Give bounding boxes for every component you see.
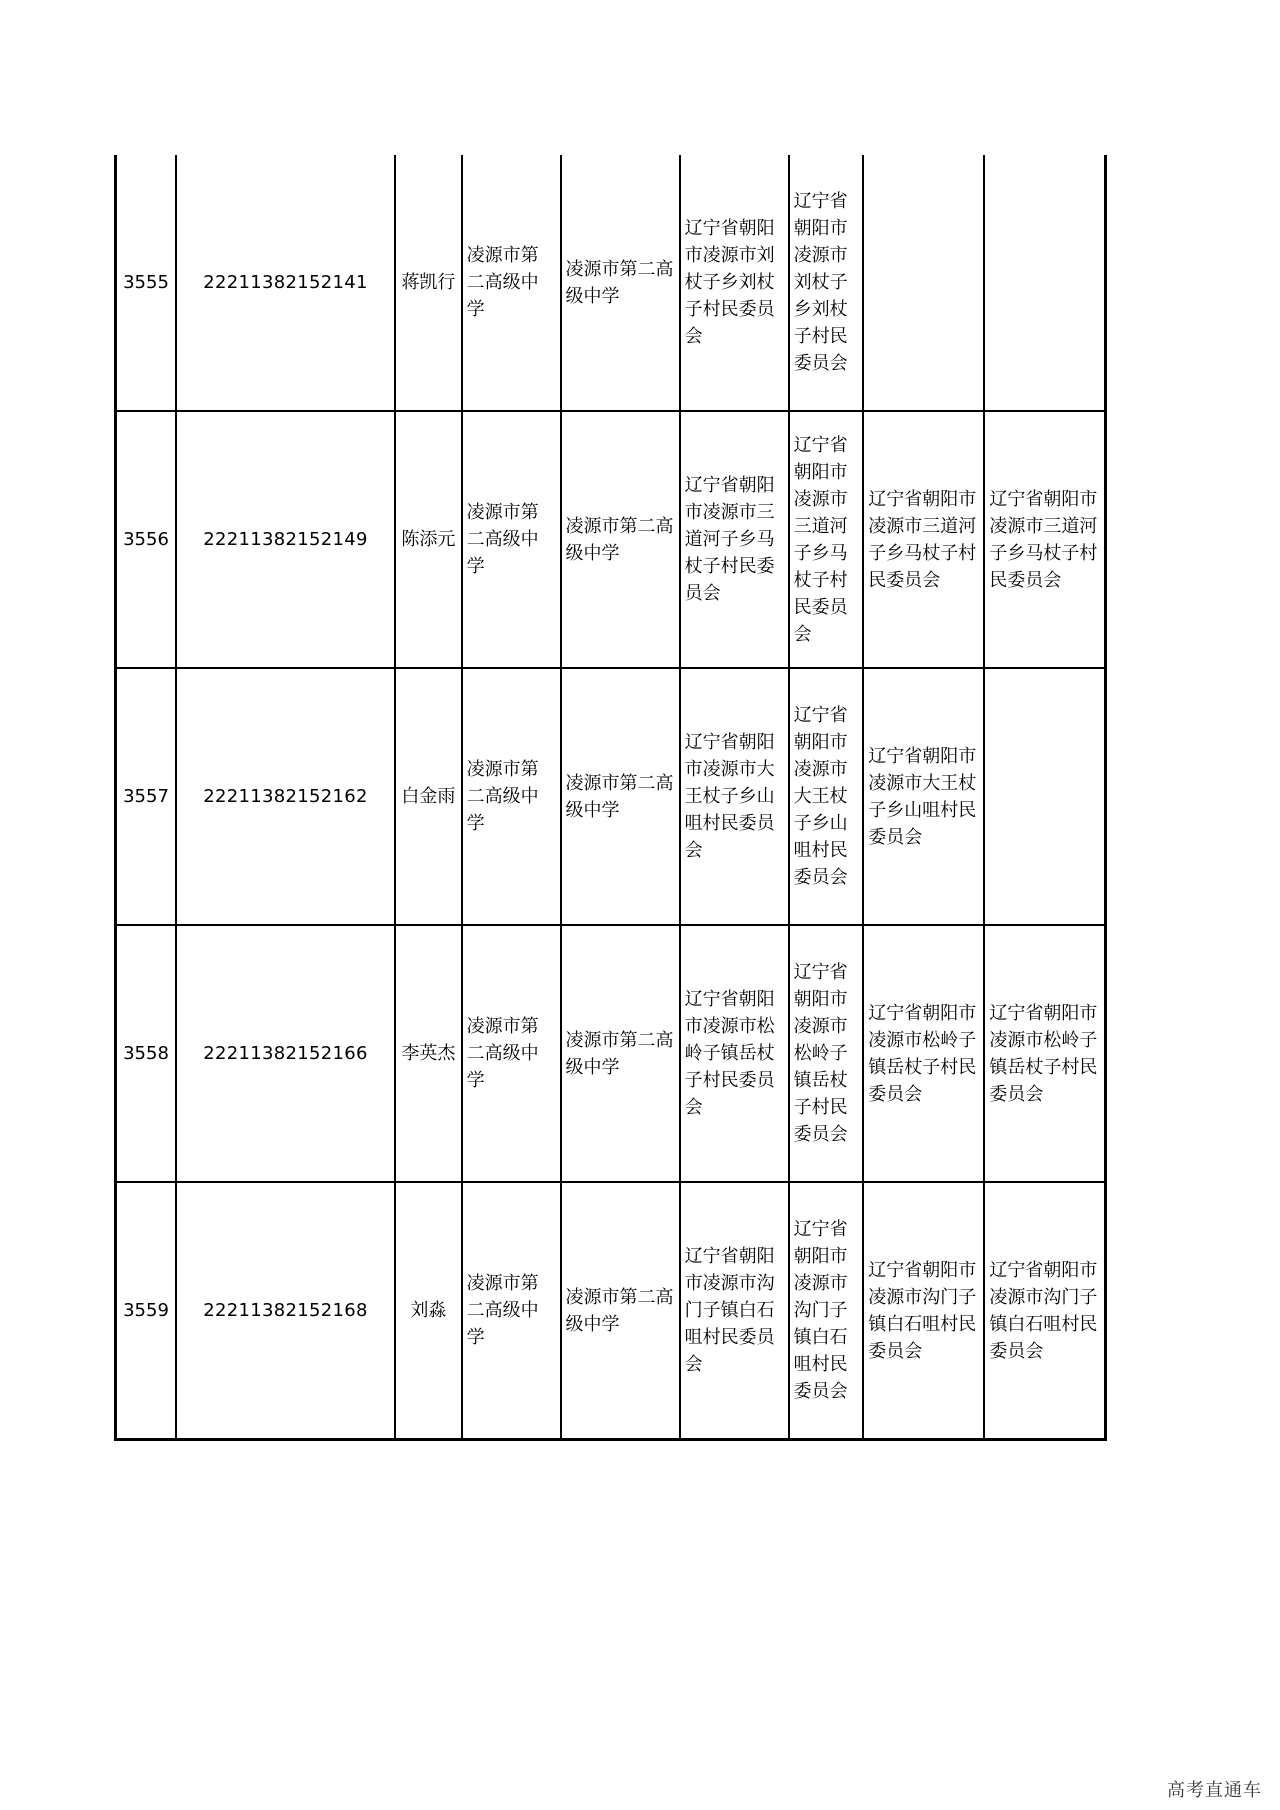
address4-cell: 辽宁省朝阳市凌源市沟门子镇白石咀村民委员会 [984,1182,1105,1440]
address2-cell: 辽宁省朝阳市凌源市三道河子乡马杖子村民委员会 [789,411,864,668]
seq-cell: 3556 [116,411,177,668]
seq-cell: 3558 [116,925,177,1182]
table-row [116,668,1106,925]
name-cell: 蒋凯行 [395,155,462,411]
table-row [116,155,1106,411]
table-row [116,1182,1106,1440]
address4-cell: 辽宁省朝阳市凌源市松岭子镇岳杖子村民委员会 [984,925,1105,1182]
address1-cell: 辽宁省朝阳市凌源市大王杖子乡山咀村民委员会 [680,668,789,925]
student-list-table-wrapper [114,155,1107,1441]
school-cell: 凌源市第二高级中学 [462,1182,561,1440]
name-cell: 李英杰 [395,925,462,1182]
school2-cell: 凌源市第二高级中学 [561,155,680,411]
address2-cell: 辽宁省朝阳市凌源市松岭子镇岳杖子村民委员会 [789,925,864,1182]
school2-cell: 凌源市第二高级中学 [561,668,680,925]
address3-cell: 辽宁省朝阳市凌源市三道河子乡马杖子村民委员会 [863,411,984,668]
address4-cell [984,155,1105,411]
address1-cell: 辽宁省朝阳市凌源市松岭子镇岳杖子村民委员会 [680,925,789,1182]
school-cell: 凌源市第二高级中学 [462,925,561,1182]
name-cell: 白金雨 [395,668,462,925]
id-cell: 22211382152149 [176,411,395,668]
school-cell: 凌源市第二高级中学 [462,411,561,668]
id-cell: 22211382152168 [176,1182,395,1440]
school2-cell: 凌源市第二高级中学 [561,411,680,668]
address1-cell: 辽宁省朝阳市凌源市沟门子镇白石咀村民委员会 [680,1182,789,1440]
address3-cell [863,155,984,411]
table-body [116,155,1106,1440]
address3-cell: 辽宁省朝阳市凌源市大王杖子乡山咀村民委员会 [863,668,984,925]
address2-cell: 辽宁省朝阳市凌源市大王杖子乡山咀村民委员会 [789,668,864,925]
id-cell: 22211382152166 [176,925,395,1182]
address4-cell: 辽宁省朝阳市凌源市三道河子乡马杖子村民委员会 [984,411,1105,668]
table-row [116,411,1106,668]
address1-cell: 辽宁省朝阳市凌源市三道河子乡马杖子村民委员会 [680,411,789,668]
address3-cell: 辽宁省朝阳市凌源市沟门子镇白石咀村民委员会 [863,1182,984,1440]
school-cell: 凌源市第二高级中学 [462,668,561,925]
address1-cell: 辽宁省朝阳市凌源市刘杖子乡刘杖子村民委员会 [680,155,789,411]
id-cell: 22211382152162 [176,668,395,925]
school2-cell: 凌源市第二高级中学 [561,1182,680,1440]
seq-cell: 3559 [116,1182,177,1440]
table-row [116,925,1106,1182]
student-list-table [114,155,1107,1441]
school2-cell: 凌源市第二高级中学 [561,925,680,1182]
address3-cell: 辽宁省朝阳市凌源市松岭子镇岳杖子村民委员会 [863,925,984,1182]
school-cell: 凌源市第二高级中学 [462,155,561,411]
watermark-text: 高考直通车 [1167,1780,1262,1801]
address4-cell [984,668,1105,925]
seq-cell: 3557 [116,668,177,925]
seq-cell: 3555 [116,155,177,411]
address2-cell: 辽宁省朝阳市凌源市刘杖子乡刘杖子村民委员会 [789,155,864,411]
name-cell: 刘淼 [395,1182,462,1440]
address2-cell: 辽宁省朝阳市凌源市沟门子镇白石咀村民委员会 [789,1182,864,1440]
name-cell: 陈添元 [395,411,462,668]
id-cell: 22211382152141 [176,155,395,411]
